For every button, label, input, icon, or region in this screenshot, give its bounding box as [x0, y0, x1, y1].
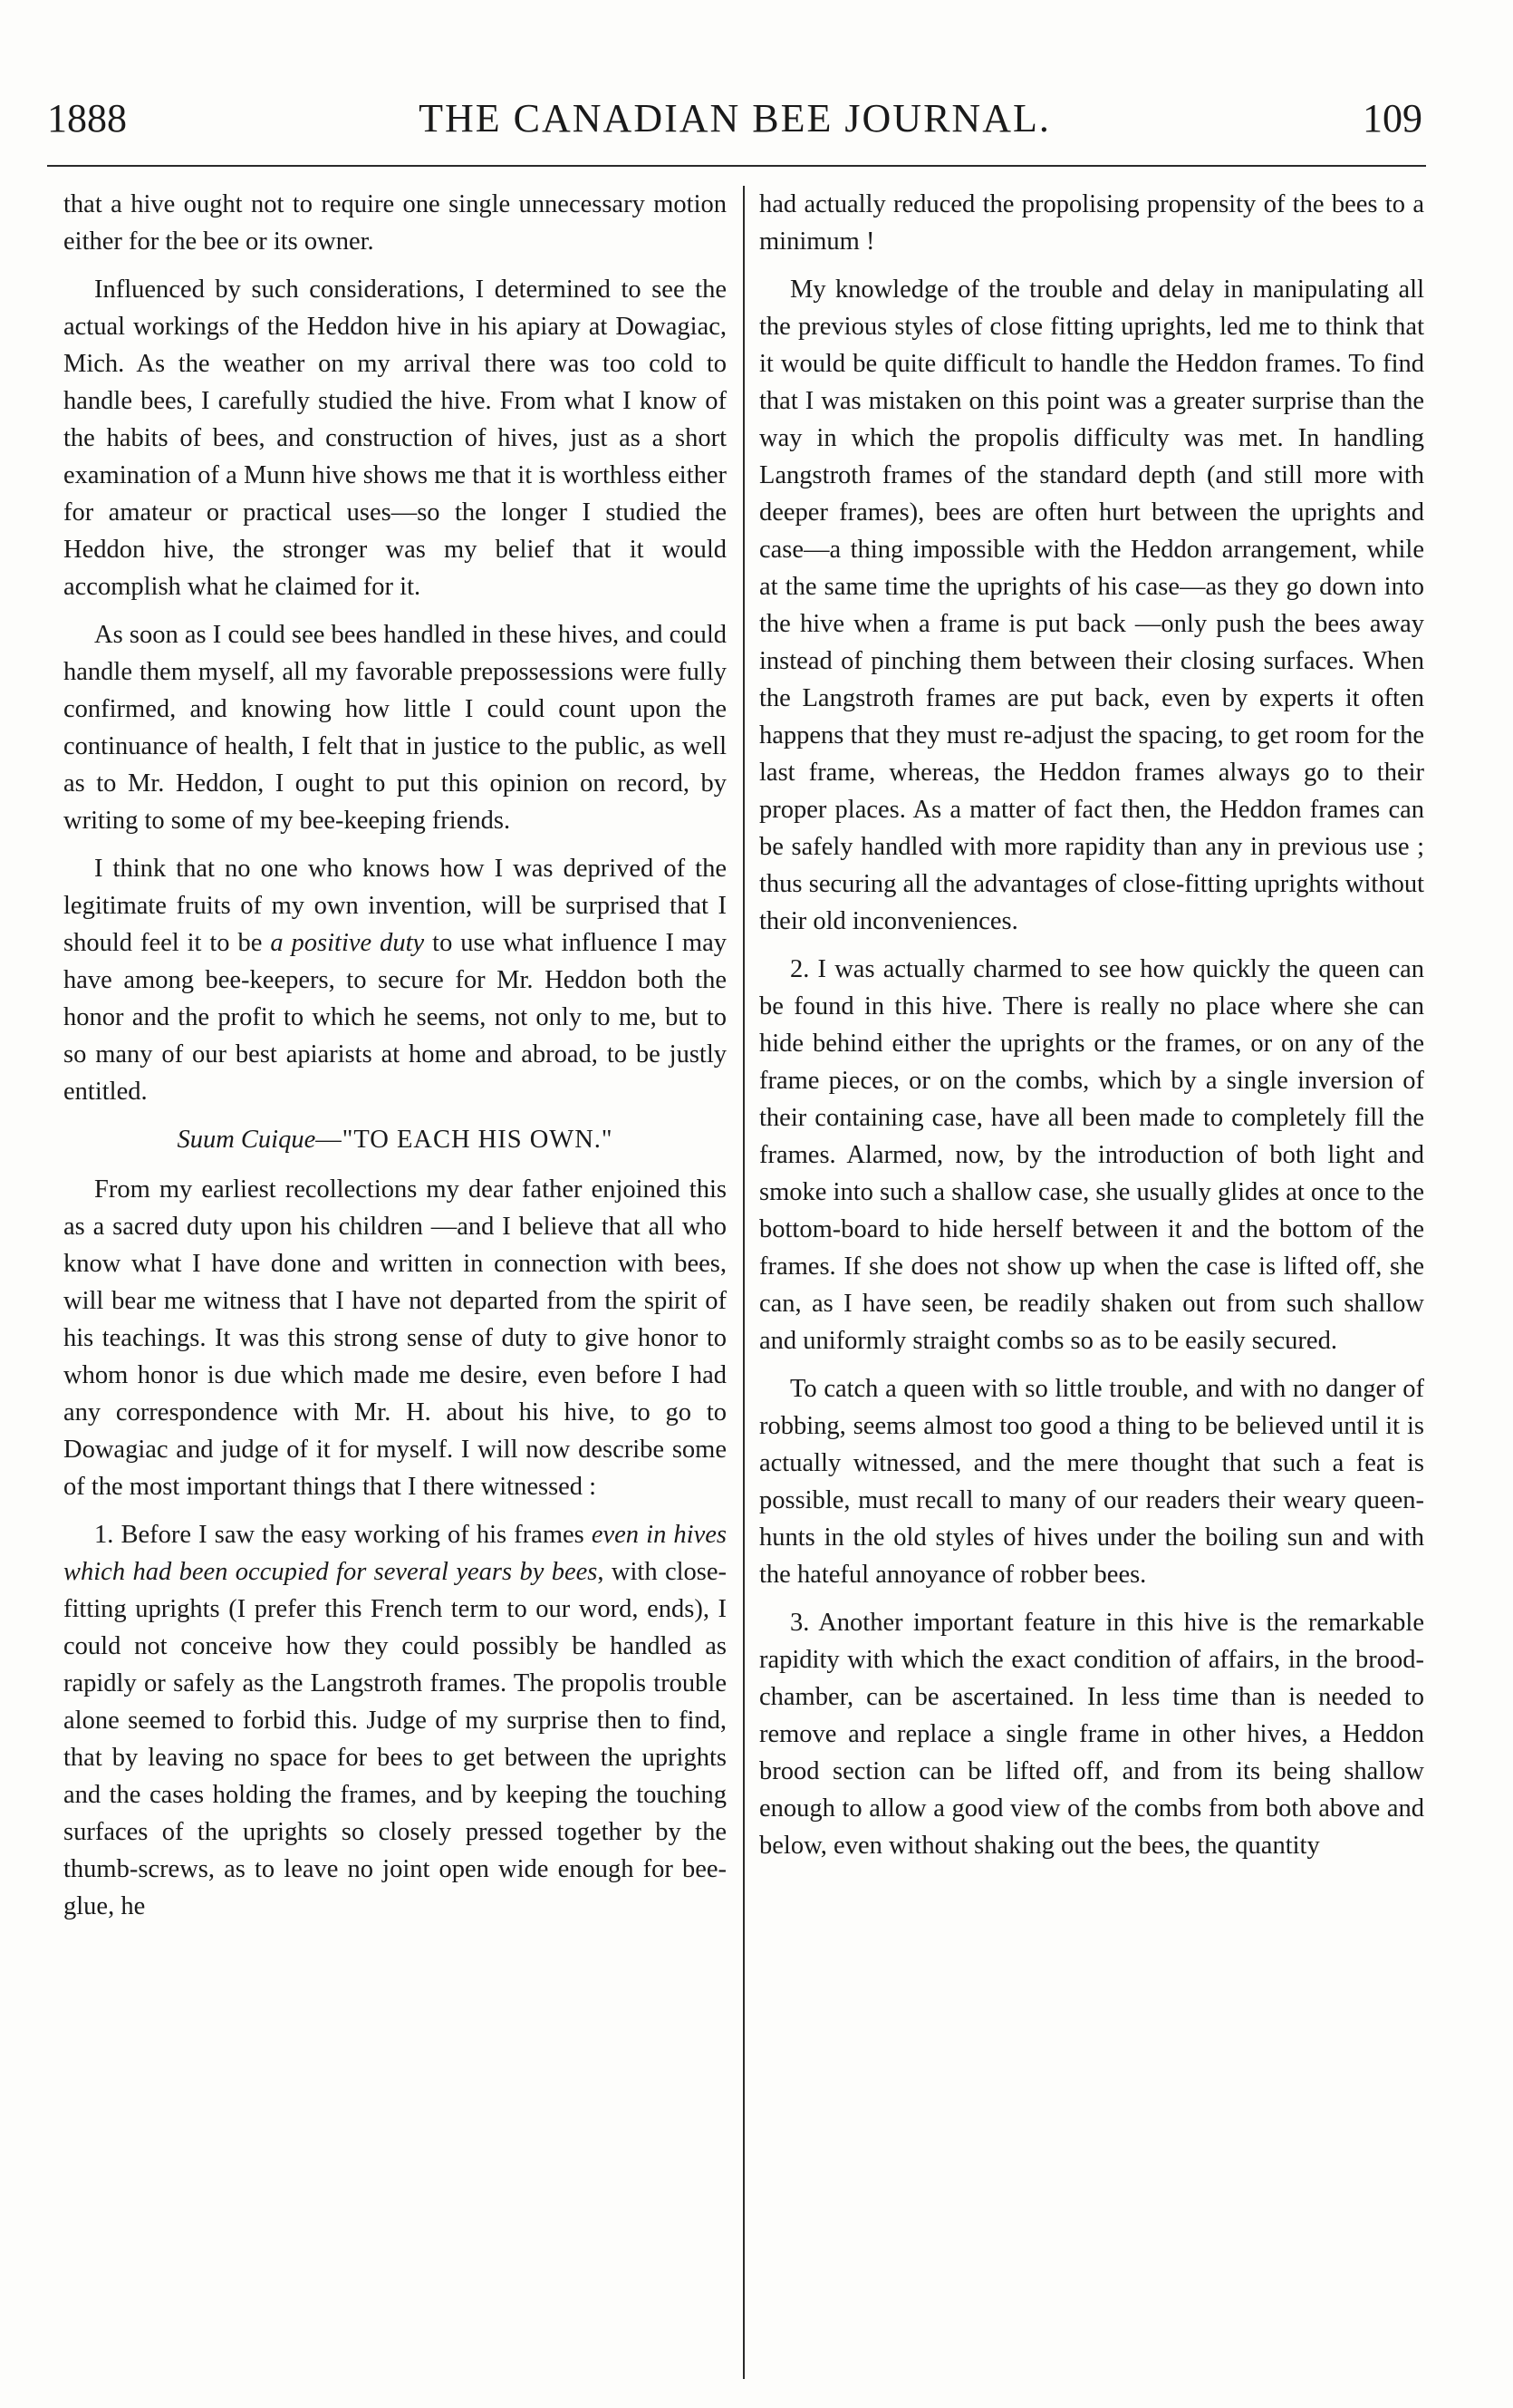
left-column [63, 186, 727, 2397]
paragraph: that a hive ought not to require one single unnecessary motion either for the bee or its owner. [63, 190, 727, 256]
header-rule [47, 165, 1426, 167]
paragraph: had actually reduced the propolising propensity of the bees to a minimum ! [759, 190, 1424, 256]
text-run: , with close-fitting uprights (I prefer this French term to our word, ends), I could not conceive how they could possibly be handled as rapidly or safely as the Langstroth frames. The propolis trouble alone seemed to forbid this. Judge of my surprise then to find, that by leaving no space for bees to get between the uprights and the cases holding the frames, and by keeping the touching surfaces of the uprights so closely pressed together by the thumb-screws, as to leave no joint open wide enough for bee-glue, he [63, 1558, 727, 1920]
column-divider [743, 186, 745, 2379]
paragraph: As soon as I could see bees handled in these hives, and could handle them myself, all my favorable prepossessions were fully confirmed, and knowing how little I could count upon the continuance of health, I felt that in justice to the public, as well as to Mr. Heddon, I ought to put this opinion on record, by writing to some of my bee-keeping friends. [63, 621, 727, 835]
paragraph: To catch a queen with so little trouble, and with no danger of robbing, seems almost too good a thing to be believed until it is actually witnessed, and the mere thought that such a feat is possible, must recall to many of our readers their weary queen-hunts in the old styles of hives under the boiling sun and with the hateful annoyance of robber bees. [759, 1375, 1424, 1589]
italic-phrase: a positive duty [270, 929, 425, 957]
heading-translation: —"TO EACH HIS OWN." [315, 1126, 613, 1154]
paragraph: 3. Another important feature in this hive is the remarkable rapidity with which the exact condition of affairs, in the brood-chamber, can be ascertained. In less time than is needed to remove and replace a single frame in other hives, a Heddon brood section can be lifted off, and from its being shallow enough to allow a good view of the combs from both above and below, even without shaking out the bees, the quantity [759, 1609, 1424, 1860]
page-number: 109 [1363, 96, 1422, 140]
section-heading [63, 1121, 727, 1158]
paragraph [63, 850, 727, 1110]
paragraph: 2. I was actually charmed to see how quickly the queen can be found in this hive. There is really no place where she can hide behind either the uprights or the frames, or on any of the frame pieces, or on the combs, which by a single inversion of their containing case, have all been made to completely fill the frames. Alarmed, now, by the introduction of both light and smoke into such a shallow case, she usually glides at once to the bottom-board to hide herself between it and the bottom of the frames. If she does not show up when the case is lifted off, she can, as I have seen, be readily shaken out from such shallow and uniformly straight combs so as to be easily secured. [759, 955, 1424, 1355]
paragraph: Influenced by such considerations, I determined to see the actual workings of the Heddon hive in his apiary at Dowagiac, Mich. As the weather on my arrival there was too cold to handle bees, I carefully studied the hive. From what I know of the habits of bees, and construction of hives, just as a short examination of a Munn hive shows me that it is worthless either for amateur or practical uses—so the longer I studied the Heddon hive, the stronger was my belief that it would accomplish what he claimed for it. [63, 276, 727, 601]
heading-latin: Suum Cuique [177, 1126, 316, 1154]
page-header [47, 95, 1422, 159]
right-column [759, 186, 1424, 2397]
text-run: to use what influence I may have among bee-keepers, to secure for Mr. Heddon both the honor and the profit to which he seems, not only to me, but to so many of our best apiarists at home and abroad, to be justly entitled. [63, 929, 727, 1106]
paragraph: From my earliest recollections my dear father enjoined this as a sacred duty upon his children —and I believe that all who know what I have done and written in connection with bees, will bear me witness that I have not departed from the spirit of his teachings. It was this strong sense of duty to give honor to whom honor is due which made me desire, even before I had any correspondence with Mr. H. about his hive, to go to Dowagiac and judge of it for myself. I will now describe some of the most important things that I there witnessed : [63, 1175, 727, 1501]
paragraph: My knowledge of the trouble and delay in manipulating all the previous styles of close fitting uprights, led me to think that it would be quite difficult to handle the Heddon frames. To find that I was mistaken on this point was a greater surprise than the way in which the propolis difficulty was met. In handling Langstroth frames of the standard depth (and still more with deeper frames), bees are often hurt between the uprights and case—a thing impossible with the Heddon arrangement, while at the same time the uprights of his case—as they go down into the hive when a frame is put back —only push the bees away instead of pinching them between their closing surfaces. When the Langstroth frames are put back, even by experts it often happens that they must re-adjust the spacing, to get room for the last frame, whereas, the Heddon frames always go to their proper places. As a matter of fact then, the Heddon frames can be safely handled with more rapidity than any in previous use ; thus securing all the advantages of close-fitting uprights without their old inconveniences. [759, 276, 1424, 935]
text-run: I think that no one who knows how I was deprived of the legitimate fruits of my own invention, will be surprised that I should feel it to be [63, 855, 727, 957]
italic-phrase: even in hives which had been occupied for several years by bees [63, 1521, 727, 1586]
journal-title: THE CANADIAN BEE JOURNAL. [419, 96, 1051, 140]
text-run: 1. Before I saw the easy working of his frames [94, 1521, 592, 1549]
header-year: 1888 [47, 96, 127, 140]
paragraph [63, 1516, 727, 1925]
